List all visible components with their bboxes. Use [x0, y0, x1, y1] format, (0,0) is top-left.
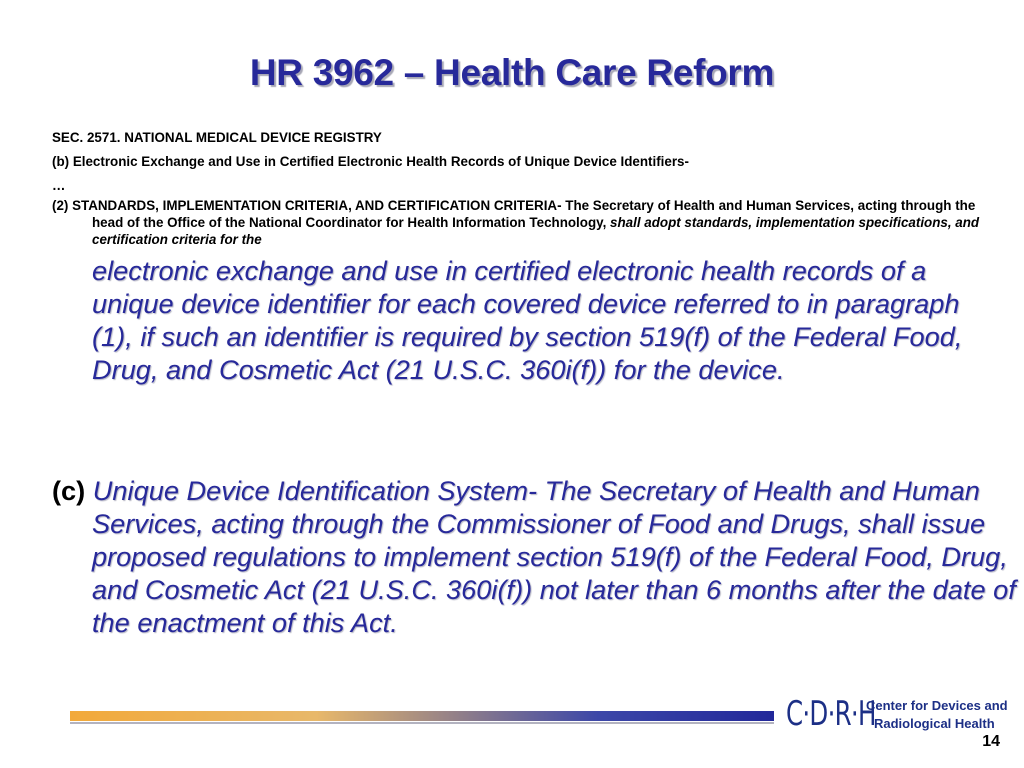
cdrh-logo: C·D·R·H: [786, 694, 876, 734]
subsection-b: (b) Electronic Exchange and Use in Certified Electronic Health Records of Unique Device Identifiers-: [52, 154, 689, 169]
subsection-c-label: (c): [52, 475, 86, 506]
paragraph-2-plain: (2) STANDARDS, IMPLEMENTATION CRITERIA, AND CERTIFICATION CRITERIA- The Secretary of Health and Human Services, acting through the head of the Office of the National Coordinator for Health Information Technology,: [52, 198, 976, 230]
slide-title: HR 3962 – Health Care Reform: [249, 52, 775, 93]
subsection-c-text: Unique Device Identification System- The Secretary of Health and Human Services, acting through the Commissioner of Food and Drugs, shall issue proposed regulations to implement section 519(f) of the Federal Food, Drug, and Cosmetic Act (21 U.S.C. 360i(f)) not later than 6 months after the date of the enactment of this Act.: [92, 475, 1016, 638]
footer-gradient-bar: [70, 711, 774, 721]
paragraph-2-italic: shall adopt standards, implementation specifications, and certification criteria for the: [92, 215, 980, 247]
cdrh-logo-text: [866, 697, 1016, 733]
footer-shadow-bar: [70, 722, 774, 724]
page-number: 14: [982, 733, 1000, 750]
paragraph-2: [52, 197, 992, 248]
logo-line-2: Radiological Health: [874, 716, 995, 731]
subsection-c: [52, 474, 1022, 639]
paragraph-2-large: electronic exchange and use in certified electronic health records of a unique device identifier for each covered device referred to in paragraph (1), if such an identifier is required by section 519(f) of the Federal Food, Drug, and Cosmetic Act (21 U.S.C. 360i(f)) for the device.: [92, 255, 963, 385]
section-heading: SEC. 2571. NATIONAL MEDICAL DEVICE REGISTRY: [52, 130, 382, 145]
logo-line-1: Center for Devices and: [866, 698, 1008, 713]
ellipsis: …: [52, 178, 66, 193]
